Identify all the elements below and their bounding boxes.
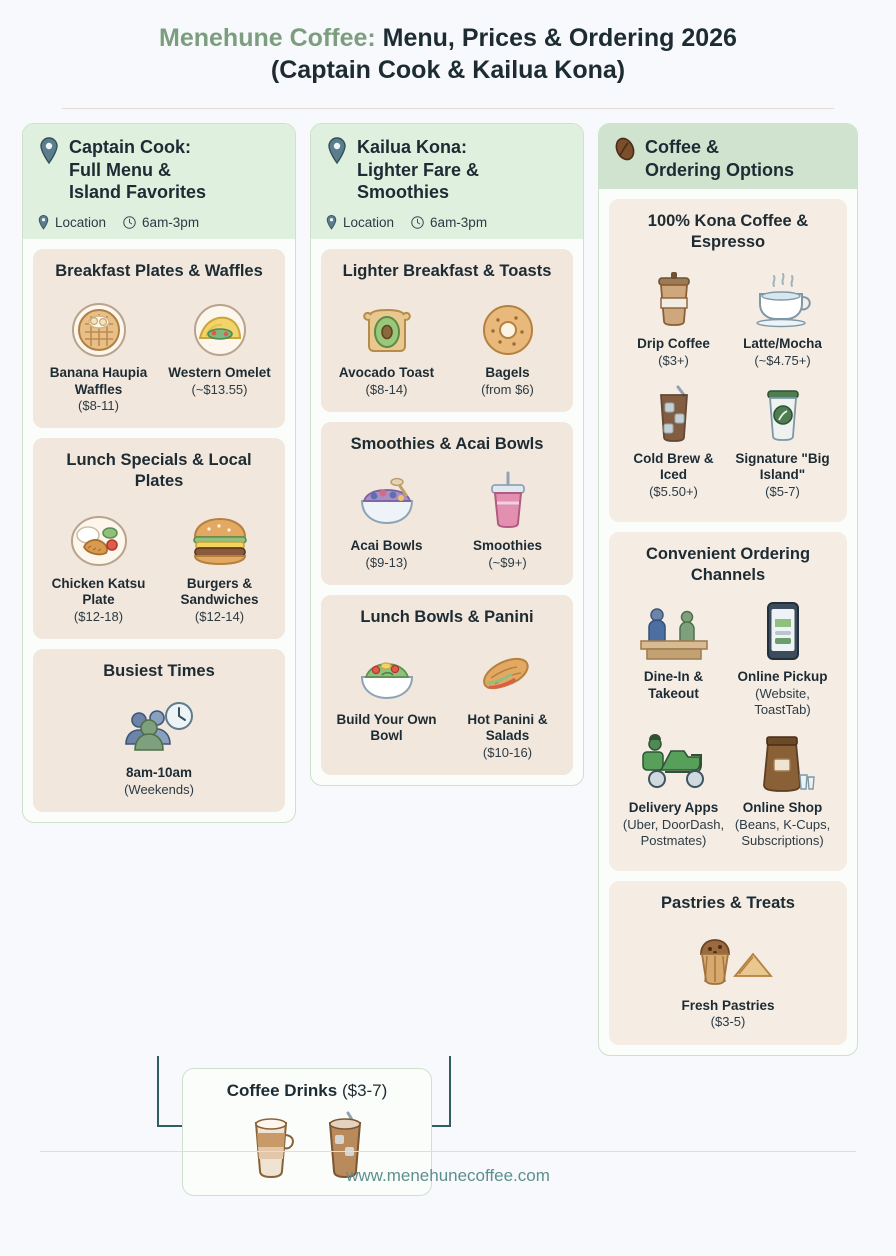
iced-coffee-glass-icon [619, 377, 728, 451]
acai-bowl-icon [331, 464, 442, 538]
card-title-kailua-kona: Kailua Kona: Lighter Fare & Smoothies [357, 137, 480, 202]
coffee-bean-icon [613, 136, 637, 162]
section-kona-coffee [609, 199, 847, 522]
menu-item-label: Western Omelet [168, 365, 271, 381]
card-meta-captain-cook [37, 214, 281, 231]
meta-location [37, 214, 106, 231]
page-title [32, 22, 864, 86]
menu-item-label: Avocado Toast [338, 365, 435, 381]
signature-cup-icon [728, 377, 837, 451]
menu-item-label: Fresh Pastries [681, 997, 775, 1013]
menu-item [728, 262, 837, 369]
menu-item-price: ($5-7) [765, 483, 800, 499]
clock-icon [122, 215, 137, 230]
omelet-icon [164, 291, 275, 365]
page-footer [0, 1151, 896, 1200]
katsu-plate-icon [43, 502, 154, 576]
clock-icon [410, 215, 425, 230]
menu-item-price: (~$9+) [488, 554, 527, 570]
section-breakfast-plates [33, 249, 285, 429]
card-meta-kailua-kona [325, 214, 569, 231]
menu-item [331, 464, 442, 571]
section-title: Busiest Times [103, 661, 215, 680]
menu-item [43, 691, 275, 798]
channel-note: (Website, ToastTab) [754, 685, 811, 718]
menu-item-label: Burgers & Sandwiches [180, 575, 259, 608]
section-lunch-specials [33, 438, 285, 638]
meta-hours-label: 6am-3pm [142, 214, 200, 230]
location-pin-icon [37, 136, 61, 166]
channel-label: Dine-In & Takeout [643, 669, 704, 701]
card-captain-cook [22, 123, 296, 823]
section-title: 100% Kona Coffee & Espresso [647, 212, 809, 251]
smoothie-cup-icon [452, 464, 563, 538]
ordering-channel [728, 726, 837, 849]
menu-item-label: Banana Haupia Waffles [49, 365, 148, 397]
card-title-coffee-ordering: Coffee & Ordering Options [645, 137, 795, 180]
menu-item [619, 924, 837, 1031]
page-header [22, 0, 874, 96]
ordering-channel [728, 595, 837, 718]
menu-item [619, 377, 728, 500]
menu-item [331, 638, 442, 761]
column-kailua-kona [310, 123, 584, 786]
menu-item-price: ($5.50+) [649, 483, 698, 499]
menu-item [164, 291, 275, 414]
menu-item [452, 291, 563, 398]
coffee-bag-icon [728, 726, 837, 800]
channel-label: Online Pickup [737, 669, 828, 685]
menu-item-label: Signature "Big Island" [735, 450, 830, 483]
channel-label: Delivery Apps [628, 800, 719, 816]
menu-item [164, 502, 275, 625]
counter-service-icon [619, 595, 728, 669]
menu-item-price: ($10-16) [482, 744, 533, 760]
card-title-captain-cook: Captain Cook: Full Menu & Island Favorites [69, 137, 207, 202]
location-pin-icon [37, 214, 50, 231]
section-title: Lunch Bowls & Panini [360, 608, 534, 627]
menu-item [452, 464, 563, 571]
section-busiest-times [33, 649, 285, 812]
meta-location [325, 214, 394, 231]
menu-item [728, 377, 837, 500]
bagel-icon [452, 291, 563, 365]
meta-location-label: Location [55, 214, 107, 230]
section-smoothies-acai [321, 422, 573, 585]
to-go-cup-icon [619, 262, 728, 336]
section-title: Smoothies & Acai Bowls [350, 434, 544, 453]
crowd-clock-icon [43, 691, 275, 765]
phone-order-icon [728, 595, 837, 669]
menu-item-price: ($3+) [658, 352, 689, 368]
section-pastries [609, 881, 847, 1044]
panini-icon [452, 638, 563, 712]
ordering-channel [619, 595, 728, 718]
menu-item-price: ($8-11) [78, 398, 119, 414]
scooter-delivery-icon [619, 726, 728, 800]
menu-item [619, 262, 728, 369]
menu-item-label: Build Your Own Bowl [336, 711, 437, 744]
channel-label: Online Shop [742, 800, 823, 816]
card-header-kailua-kona [311, 124, 583, 239]
section-lunch-bowls-panini [321, 595, 573, 775]
section-title: Pastries & Treats [661, 894, 795, 913]
location-pin-icon [325, 136, 349, 166]
section-ordering-channels [609, 532, 847, 871]
salad-bowl-icon [331, 638, 442, 712]
column-captain-cook [22, 123, 296, 823]
coffee-callout-price: ($3-7) [341, 1080, 388, 1100]
card-header-coffee-ordering [599, 124, 857, 189]
card-coffee-ordering [598, 123, 858, 1056]
page-title-rest: Menu, Prices & Ordering 2026 [375, 24, 737, 52]
menu-item-label: Hot Panini & Salads [467, 711, 548, 744]
menu-item-note: (Weekends) [124, 781, 194, 797]
menu-item-price: ($3-5) [710, 1014, 746, 1030]
menu-item [43, 291, 154, 414]
menu-item-price: (~$4.75+) [754, 352, 811, 368]
menu-item [331, 291, 442, 398]
menu-item-price: ($12-18) [73, 608, 124, 624]
coffee-callout-label: Coffee Drinks [226, 1080, 338, 1100]
channel-note: (Beans, K-Cups, Subscriptions) [734, 816, 831, 849]
card-header-captain-cook [23, 124, 295, 239]
waffle-icon [43, 291, 154, 365]
menu-item-label: 8am-10am [125, 765, 193, 781]
menu-item-label: Bagels [485, 365, 530, 381]
ordering-channel [619, 726, 728, 849]
menu-item [452, 638, 563, 761]
menu-item-price: ($8-14) [365, 381, 408, 397]
page-subtitle: (Captain Cook & Kailua Kona) [270, 56, 626, 84]
menu-item-price: (from $6) [481, 381, 534, 397]
menu-item-price: ($9-13) [365, 554, 408, 570]
column-coffee-ordering [598, 123, 858, 1056]
meta-location-label: Location [343, 214, 395, 230]
location-pin-icon [325, 214, 338, 231]
burger-icon [164, 502, 275, 576]
avocado-toast-icon [331, 291, 442, 365]
card-kailua-kona [310, 123, 584, 786]
menu-item-price: ($12-14) [194, 608, 245, 624]
brand-name: Menehune Coffee: [159, 24, 376, 52]
website-link[interactable]: www.menehunecoffee.com [346, 1166, 550, 1185]
menu-item-price: (~$13.55) [191, 381, 248, 397]
menu-item-label: Latte/Mocha [743, 336, 822, 352]
section-lighter-breakfast [321, 249, 573, 412]
menu-item-label: Drip Coffee [637, 336, 710, 352]
meta-hours [122, 215, 199, 230]
section-title: Lighter Breakfast & Toasts [342, 261, 552, 280]
channel-note: (Uber, DoorDash, Postmates) [622, 816, 725, 849]
meta-hours-label: 6am-3pm [430, 214, 488, 230]
columns-container [22, 109, 874, 1056]
coffee-callout-title [193, 1081, 421, 1101]
footer-divider [40, 1151, 856, 1152]
muffin-scone-icon [619, 924, 837, 998]
menu-item-label: Cold Brew & Iced [633, 450, 714, 483]
section-title: Breakfast Plates & Waffles [55, 261, 263, 280]
latte-cup-icon [728, 262, 837, 336]
section-title: Convenient Ordering Channels [645, 545, 811, 584]
menu-item-label: Smoothies [472, 538, 542, 554]
menu-item-label: Chicken Katsu Plate [51, 575, 146, 608]
section-title: Lunch Specials & Local Plates [66, 451, 252, 490]
menu-item-label: Acai Bowls [350, 538, 423, 554]
menu-item [43, 502, 154, 625]
meta-hours [410, 215, 487, 230]
